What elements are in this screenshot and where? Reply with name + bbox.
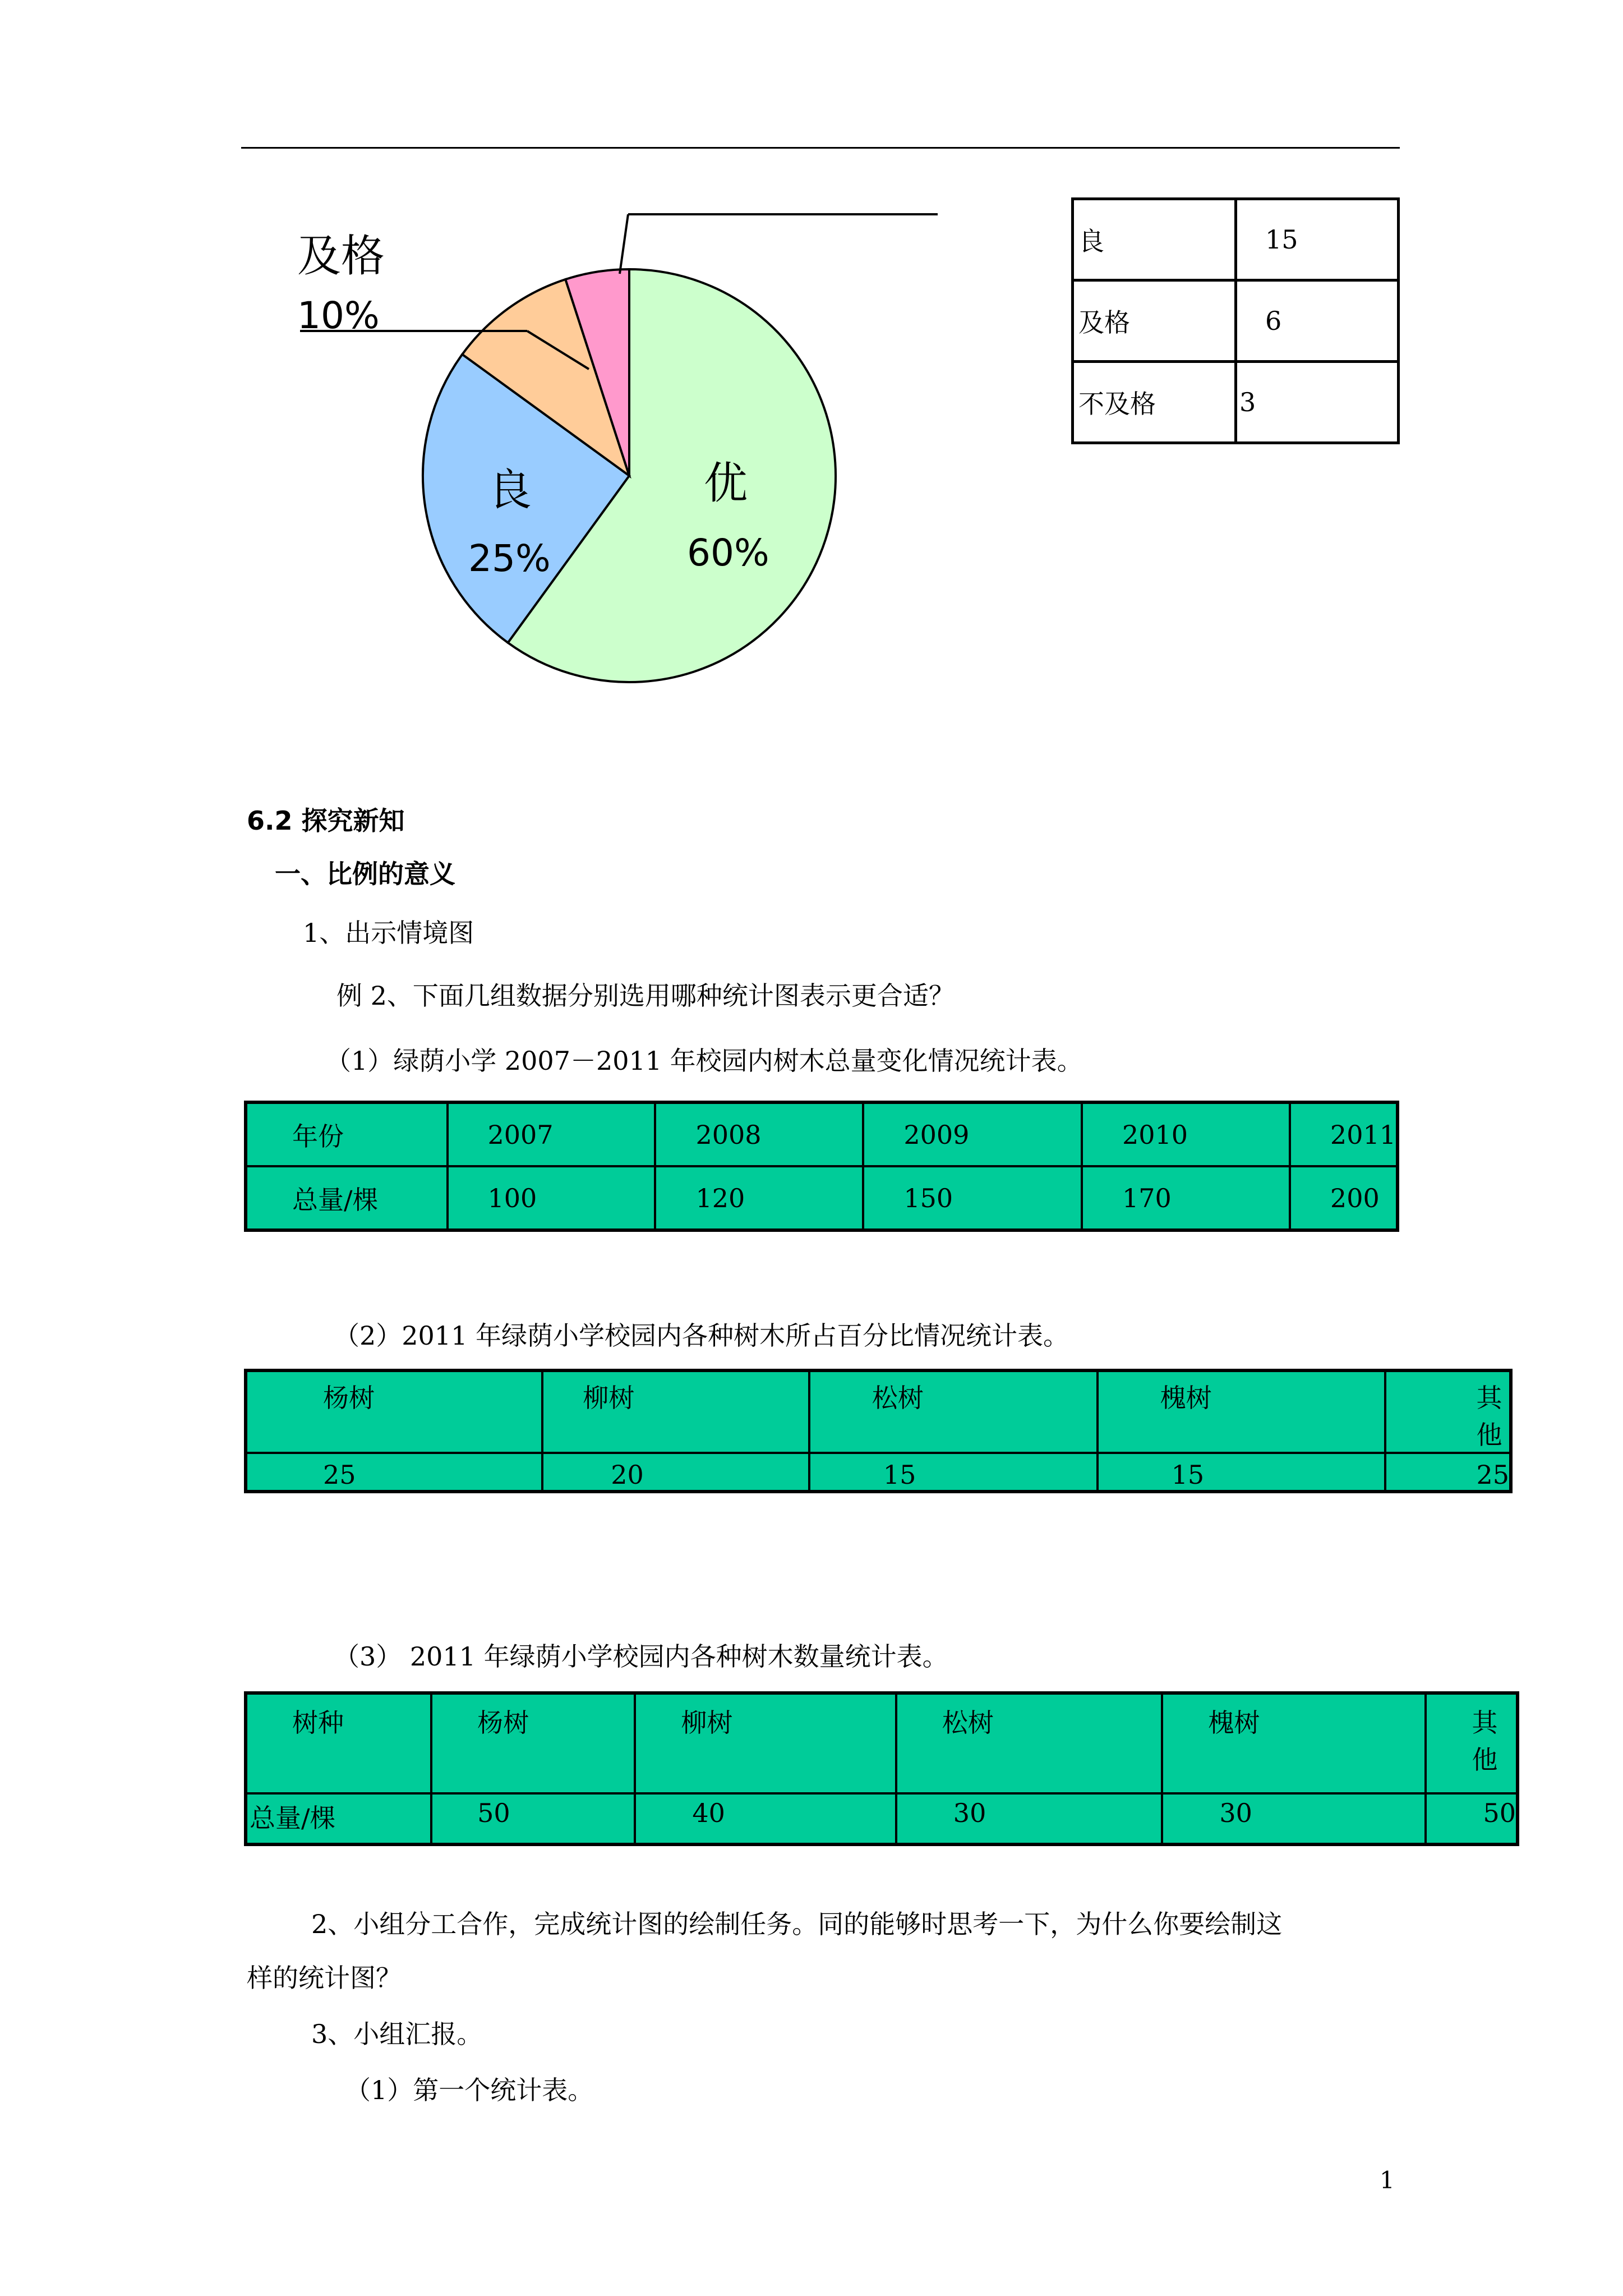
table3-caption: （3） 2011 年绿荫小学校园内各种树木数量统计表。 — [334, 1641, 948, 1672]
table1-caption: （1）绿荫小学 2007－2011 年校园内树木总量变化情况统计表。 — [325, 1046, 1083, 1076]
grade-label: 良 — [1073, 199, 1236, 280]
table-cell: 槐树 — [1162, 1693, 1426, 1793]
leader-line-top — [620, 214, 628, 274]
table-cell: 200 — [1290, 1166, 1398, 1230]
table-cell: 50 — [1426, 1793, 1518, 1844]
grade-label: 不及格 — [1073, 362, 1236, 443]
item-2-line-2: 样的统计图？ — [247, 1963, 402, 1993]
table-row — [246, 1793, 1518, 1844]
slice-label-jige: 及格 — [297, 231, 385, 282]
item-3-sub: （1）第一个统计表。 — [345, 2075, 594, 2105]
slice-percent-liang: 25% — [468, 537, 551, 580]
table-cell: 总量/棵 — [246, 1793, 431, 1844]
table-row — [1073, 199, 1399, 280]
table-cell: 2008 — [655, 1102, 863, 1166]
table-cell: 150 — [863, 1166, 1082, 1230]
table-row — [246, 1102, 1398, 1166]
table-cell: 170 — [1082, 1166, 1290, 1230]
table2-caption: （2）2011 年绿荫小学校园内各种树木所占百分比情况统计表。 — [334, 1320, 1069, 1351]
table-cell: 20 — [542, 1453, 809, 1492]
table-cell: 杨树 — [246, 1370, 542, 1453]
grade-count-table — [1071, 197, 1400, 444]
table-cell: 120 — [655, 1166, 863, 1230]
table-row — [1073, 280, 1399, 362]
grade-label: 及格 — [1073, 280, 1236, 362]
table-cell: 松树 — [896, 1693, 1163, 1793]
grade-value: 3 — [1236, 362, 1399, 443]
table-cell: 15 — [809, 1453, 1098, 1492]
tree-percent-table — [244, 1369, 1513, 1493]
table-cell: 2011 — [1290, 1102, 1398, 1166]
table-cell: 2007 — [448, 1102, 656, 1166]
table-row — [246, 1370, 1511, 1453]
table-cell: 100 — [448, 1166, 656, 1230]
table-cell: 年份 — [246, 1102, 448, 1166]
table-cell: 40 — [635, 1793, 896, 1844]
table-cell: 松树 — [809, 1370, 1098, 1453]
table-cell: 30 — [896, 1793, 1163, 1844]
slice-label-liang: 良 — [488, 465, 532, 516]
table-cell: 槐树 — [1098, 1370, 1386, 1453]
table-row — [246, 1166, 1398, 1230]
table-cell: 柳树 — [635, 1693, 896, 1793]
table-cell: 柳树 — [542, 1370, 809, 1453]
slice-percent-jige: 10% — [297, 294, 380, 337]
section-title: 6.2 探究新知 — [247, 806, 405, 836]
table-cell: 25 — [1385, 1453, 1511, 1492]
example-2: 例 2、下面几组数据分别选用哪种统计图表示更合适？ — [336, 981, 955, 1011]
table-cell: 杨树 — [431, 1693, 635, 1793]
item-2-line-1: 2、小组分工合作，完成统计图的绘制任务。同的能够时思考一下，为什么你要绘制这 — [311, 1909, 1283, 1939]
table-cell: 其他 — [1385, 1370, 1511, 1453]
item-1: 1、出示情境图 — [303, 918, 474, 948]
table-cell: 25 — [246, 1453, 542, 1492]
heading-1: 一、比例的意义 — [275, 859, 455, 889]
table-cell: 2009 — [863, 1102, 1082, 1166]
table-cell: 2010 — [1082, 1102, 1290, 1166]
item-3: 3、小组汇报。 — [311, 2019, 483, 2049]
table-cell: 15 — [1098, 1453, 1386, 1492]
tree-count-table — [244, 1691, 1519, 1846]
slice-percent-you: 60% — [687, 531, 769, 574]
table-cell: 总量/棵 — [246, 1166, 448, 1230]
table-cell: 50 — [431, 1793, 635, 1844]
grade-value: 6 — [1236, 280, 1399, 362]
table-cell: 其他 — [1426, 1693, 1518, 1793]
table-row — [246, 1693, 1518, 1793]
table-cell: 30 — [1162, 1793, 1426, 1844]
table-cell: 树种 — [246, 1693, 431, 1793]
table-row — [1073, 362, 1399, 443]
page-number: 1 — [1380, 2166, 1395, 2194]
tree-total-table — [244, 1101, 1399, 1232]
table-row — [246, 1453, 1511, 1492]
slice-label-you: 优 — [704, 458, 748, 509]
grade-value: 15 — [1236, 199, 1399, 280]
